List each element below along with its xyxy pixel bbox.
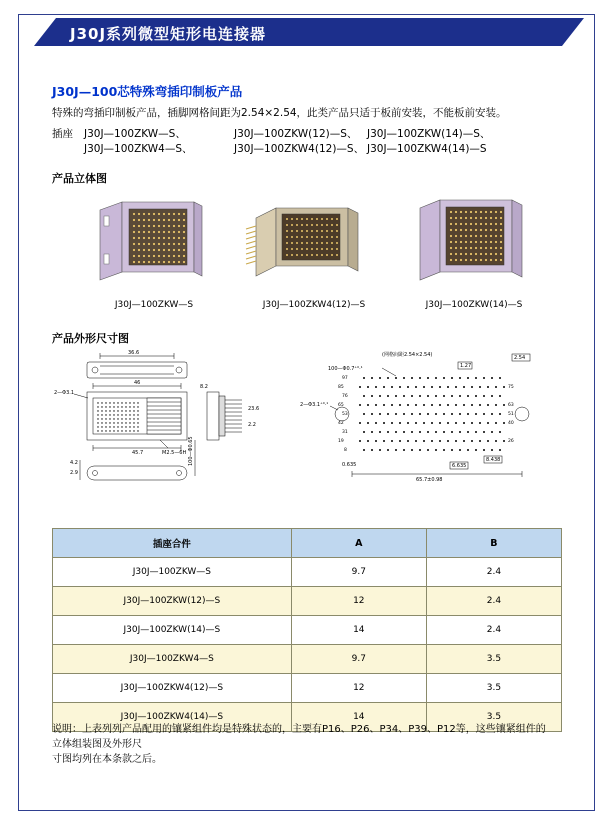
svg-text:51: 51 — [508, 412, 514, 417]
svg-text:100—Φ0.7⁺⁰·¹: 100—Φ0.7⁺⁰·¹ — [328, 366, 363, 372]
model-list-row-2 — [84, 141, 487, 156]
product-3d-row — [52, 192, 572, 312]
banner-right-wedge — [562, 18, 584, 46]
product-3d-view-2 — [242, 192, 392, 292]
svg-text:26: 26 — [508, 439, 514, 444]
model-list-label: 插座 — [52, 128, 73, 140]
svg-text:8.438: 8.438 — [486, 457, 501, 463]
cell-a: 12 — [291, 587, 426, 616]
svg-text:45.7: 45.7 — [132, 450, 144, 456]
cell-b: 2.4 — [426, 558, 561, 587]
section-title: J30J—100芯特殊弯插印制板产品 — [52, 84, 243, 99]
cell-model: J30J—100ZKW4—S — [53, 645, 292, 674]
footnote — [52, 722, 552, 767]
cell-model: J30J—100ZKW4(12)—S — [53, 674, 292, 703]
svg-text:63: 63 — [508, 403, 514, 408]
product-caption-2: J30J—100ZKW4(12)—S — [262, 300, 366, 310]
connector-illustration-2 — [242, 192, 392, 292]
cell-b: 3.5 — [426, 703, 561, 732]
svg-text:100—Φ0.65: 100—Φ0.65 — [188, 436, 194, 466]
model-item: J30J—100ZKW4—S、 — [84, 143, 193, 155]
product-3d-view-1 — [82, 192, 232, 292]
svg-text:65.7±0.98: 65.7±0.98 — [416, 477, 443, 483]
svg-text:0.635: 0.635 — [342, 462, 357, 468]
svg-text:40: 40 — [508, 421, 514, 426]
table-header-row — [53, 529, 562, 558]
svg-text:8.2: 8.2 — [200, 384, 208, 390]
table-row — [53, 616, 562, 645]
svg-text:2—Φ3.1: 2—Φ3.1 — [54, 390, 75, 396]
product-caption-3: J30J—100ZKW(14)—S — [425, 300, 523, 310]
svg-text:1.27: 1.27 — [460, 363, 472, 369]
cell-b: 3.5 — [426, 645, 561, 674]
cell-b: 2.4 — [426, 587, 561, 616]
product-caption-1: J30J—100ZKW—S — [114, 300, 194, 310]
svg-text:42: 42 — [338, 421, 344, 426]
svg-text:46: 46 — [134, 380, 141, 386]
svg-text:(网格间距2.54×2.54): (网格间距2.54×2.54) — [382, 352, 433, 358]
svg-text:19: 19 — [338, 439, 344, 444]
banner-left-wedge — [34, 18, 56, 46]
cell-b: 3.5 — [426, 674, 561, 703]
section-paragraph: 特殊的弯插印制板产品，插脚网格间距为2.54×2.54，此类产品只适于板前安装，不能板前安装。 — [52, 107, 507, 119]
svg-text:8: 8 — [344, 448, 347, 453]
model-item: J30J—100ZKW(12)—S、 — [234, 128, 358, 140]
svg-text:97: 97 — [342, 376, 348, 381]
table-row — [53, 558, 562, 587]
cell-a: 14 — [291, 616, 426, 645]
cell-a: 9.7 — [291, 645, 426, 674]
svg-text:23.6: 23.6 — [248, 406, 260, 412]
table-row — [53, 645, 562, 674]
svg-text:2.2: 2.2 — [248, 422, 256, 428]
svg-text:85: 85 — [338, 385, 344, 390]
connector-illustration-1 — [82, 192, 232, 292]
model-item: J30J—100ZKW4(14)—S — [367, 143, 487, 155]
model-item: J30J—100ZKW(14)—S、 — [367, 128, 491, 140]
header-banner — [34, 18, 584, 46]
svg-text:53: 53 — [342, 412, 348, 417]
table-header-name: 插座合件 — [53, 529, 292, 558]
svg-text:M2.5—6H: M2.5—6H — [162, 450, 187, 456]
spec-table — [52, 528, 562, 732]
dimension-drawings-svg — [52, 348, 572, 513]
table-row — [53, 587, 562, 616]
subheading-dimension-drawings: 产品外形尺寸图 — [52, 332, 129, 345]
connector-illustration-3 — [402, 192, 552, 292]
svg-text:4.2: 4.2 — [70, 460, 78, 466]
svg-text:2—Φ3.1⁺⁰·¹: 2—Φ3.1⁺⁰·¹ — [300, 402, 329, 408]
subheading-3d-views: 产品立体图 — [52, 172, 107, 185]
table-row — [53, 674, 562, 703]
svg-text:6.635: 6.635 — [452, 463, 467, 469]
table-header-a: A — [291, 529, 426, 558]
svg-text:31: 31 — [342, 430, 348, 435]
svg-text:65: 65 — [338, 403, 344, 408]
dimension-drawing-group — [52, 348, 572, 513]
model-item: J30J—100ZKW—S、 — [84, 128, 186, 140]
cell-model: J30J—100ZKW4(14)—S — [53, 703, 292, 732]
table-header-b: B — [426, 529, 561, 558]
page-title: J30J系列微型矩形电连接器 — [70, 25, 267, 43]
footnote-line-1: 说明：上表列列产品配用的镶紧组件均是特殊状态的，主要有P16、P26、P34、P39、P12等，这些镶紧组件的立体组装图及外形尺 — [52, 724, 546, 750]
svg-text:36.6: 36.6 — [128, 350, 140, 356]
cell-a: 12 — [291, 674, 426, 703]
cell-a: 14 — [291, 703, 426, 732]
svg-text:2.54: 2.54 — [514, 355, 526, 361]
cell-b: 2.4 — [426, 616, 561, 645]
model-item: J30J—100ZKW4(12)—S、 — [234, 143, 365, 155]
svg-text:75: 75 — [508, 385, 514, 390]
product-3d-view-3 — [402, 192, 552, 292]
cell-a: 9.7 — [291, 558, 426, 587]
cell-model: J30J—100ZKW(14)—S — [53, 616, 292, 645]
cell-model: J30J—100ZKW—S — [53, 558, 292, 587]
cell-model: J30J—100ZKW(12)—S — [53, 587, 292, 616]
svg-text:2.9: 2.9 — [70, 470, 78, 476]
svg-text:76: 76 — [342, 394, 348, 399]
footnote-line-2: 寸图均列在本条款之后。 — [52, 754, 162, 765]
model-list-row-1 — [84, 126, 490, 141]
